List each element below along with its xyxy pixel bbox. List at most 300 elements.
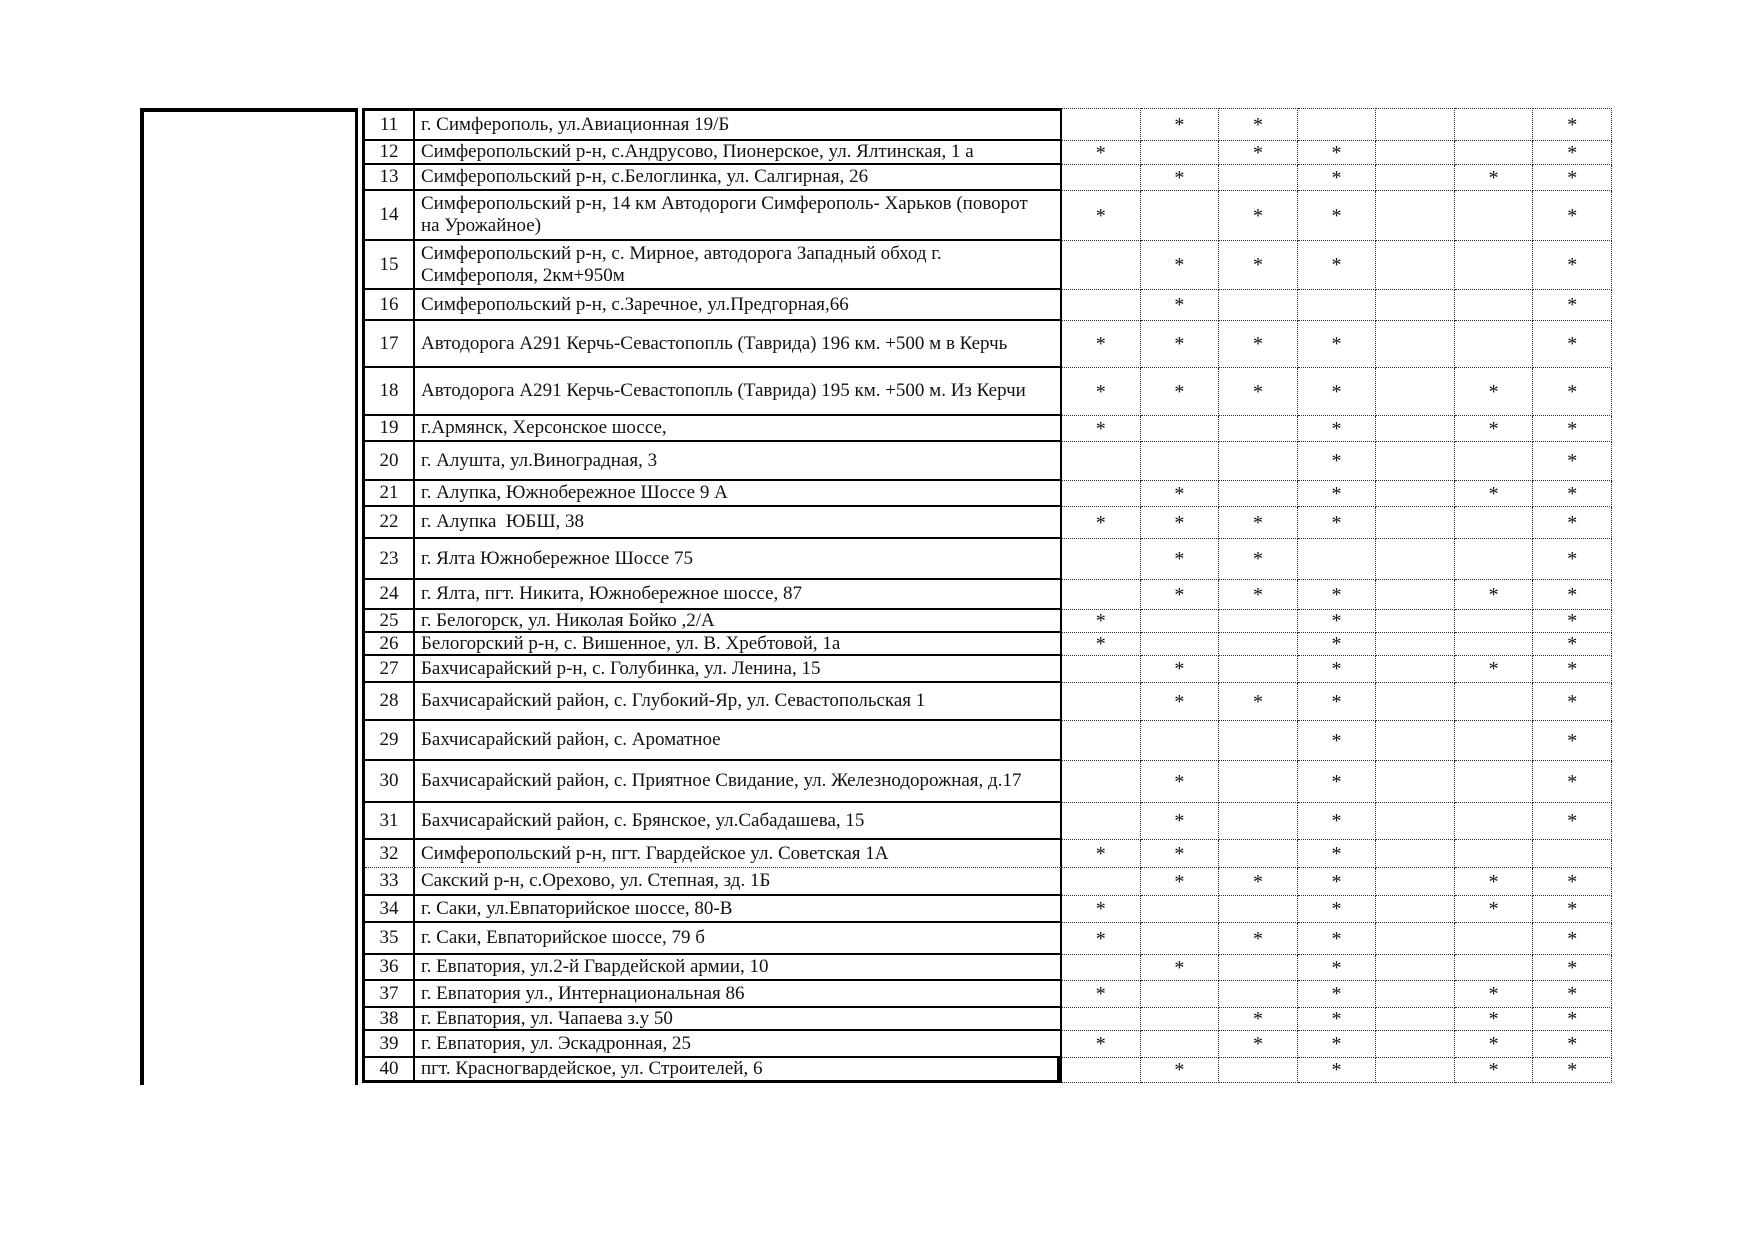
mark-cell: * <box>1298 761 1377 803</box>
address-cell: г. Ялта, пгт. Никита, Южнобережное шоссе, 87 <box>415 580 1062 610</box>
row-number-cell: 32 <box>365 840 415 868</box>
row-number-cell: 19 <box>365 416 415 442</box>
mark-cell: * <box>1298 165 1377 191</box>
mark-cell: * <box>1219 321 1298 368</box>
empty-mark-cell <box>1376 1008 1455 1031</box>
row-number-cell: 24 <box>365 580 415 610</box>
mark-cell: * <box>1298 580 1377 610</box>
empty-mark-cell <box>1376 580 1455 610</box>
mark-cell: * <box>1533 290 1612 321</box>
table-row <box>365 633 1612 656</box>
mark-cell: * <box>1533 481 1612 507</box>
mark-cell: * <box>1533 1008 1612 1031</box>
mark-cell: * <box>1455 416 1534 442</box>
empty-mark-cell <box>1376 955 1455 981</box>
mark-cell: * <box>1298 141 1377 165</box>
address-cell: Симферопольский р-н, с. Мирное, автодорога Западный обход г. Симферополя, 2км+950м <box>415 241 1062 290</box>
mark-cell: * <box>1455 656 1534 683</box>
address-cell: Симферопольский р-н, с.Заречное, ул.Предгорная,66 <box>415 290 1062 321</box>
mark-cell: * <box>1219 141 1298 165</box>
table-row <box>365 981 1612 1008</box>
table-row <box>365 416 1612 442</box>
mark-cell: * <box>1141 507 1220 539</box>
empty-mark-cell <box>1062 803 1141 840</box>
mark-cell: * <box>1298 868 1377 896</box>
empty-mark-cell <box>1455 633 1534 656</box>
empty-mark-cell <box>1141 1008 1220 1031</box>
address-cell: Бахчисарайский район, с. Брянское, ул.Сабадашева, 15 <box>415 803 1062 840</box>
address-cell: г. Евпатория, ул. Эскадронная, 25 <box>415 1031 1062 1058</box>
row-number-cell: 30 <box>365 761 415 803</box>
empty-mark-cell <box>1455 108 1534 141</box>
empty-mark-cell <box>1376 761 1455 803</box>
mark-cell: * <box>1062 981 1141 1008</box>
empty-mark-cell <box>1376 290 1455 321</box>
mark-cell: * <box>1533 896 1612 923</box>
mark-cell: * <box>1141 1058 1220 1083</box>
address-cell: г. Евпатория ул., Интернациональная 86 <box>415 981 1062 1008</box>
mark-cell: * <box>1533 442 1612 481</box>
row-number-cell: 14 <box>365 191 415 241</box>
empty-mark-cell <box>1455 442 1534 481</box>
empty-mark-cell <box>1141 191 1220 241</box>
address-cell: Бахчисарайский район, с. Глубокий-Яр, ул. Севастопольская 1 <box>415 683 1062 721</box>
mark-cell: * <box>1219 868 1298 896</box>
empty-mark-cell <box>1533 840 1612 868</box>
table-row <box>365 442 1612 481</box>
empty-mark-cell <box>1219 955 1298 981</box>
table-row <box>365 368 1612 416</box>
address-cell: г. Алупка ЮБШ, 38 <box>415 507 1062 539</box>
mark-cell: * <box>1141 321 1220 368</box>
empty-mark-cell <box>1141 896 1220 923</box>
row-number-cell: 40 <box>365 1058 415 1083</box>
mark-cell: * <box>1533 368 1612 416</box>
mark-cell: * <box>1533 955 1612 981</box>
address-cell: Симферопольский р-н, с.Белоглинка, ул. Салгирная, 26 <box>415 165 1062 191</box>
mark-cell: * <box>1141 165 1220 191</box>
empty-mark-cell <box>1062 868 1141 896</box>
empty-mark-cell <box>1219 721 1298 761</box>
empty-mark-cell <box>1376 981 1455 1008</box>
address-cell: Бахчисарайский район, с. Ароматное <box>415 721 1062 761</box>
mark-cell: * <box>1141 580 1220 610</box>
mark-cell: * <box>1455 868 1534 896</box>
mark-cell: * <box>1298 1058 1377 1083</box>
mark-cell: * <box>1219 368 1298 416</box>
empty-mark-cell <box>1062 108 1141 141</box>
empty-mark-cell <box>1298 290 1377 321</box>
empty-mark-cell <box>1062 656 1141 683</box>
mark-cell: * <box>1298 610 1377 633</box>
mark-cell: * <box>1533 683 1612 721</box>
empty-mark-cell <box>1298 108 1377 141</box>
mark-cell: * <box>1298 368 1377 416</box>
row-number-cell: 31 <box>365 803 415 840</box>
mark-cell: * <box>1298 191 1377 241</box>
empty-mark-cell <box>1455 840 1534 868</box>
address-cell: г. Саки, Евпаторийское шоссе, 79 б <box>415 923 1062 955</box>
mark-cell: * <box>1298 481 1377 507</box>
address-cell: Автодорога А291 Керчь-Севастопопль (Таврида) 195 км. +500 м. Из Керчи <box>415 368 1062 416</box>
empty-mark-cell <box>1062 1008 1141 1031</box>
row-number-cell: 20 <box>365 442 415 481</box>
mark-cell: * <box>1141 656 1220 683</box>
mark-cell: * <box>1062 923 1141 955</box>
empty-mark-cell <box>1141 1031 1220 1058</box>
row-number-cell: 22 <box>365 507 415 539</box>
address-cell: Бахчисарайский р-н, с. Голубинка, ул. Ленина, 15 <box>415 656 1062 683</box>
mark-cell: * <box>1219 1008 1298 1031</box>
address-cell: Автодорога А291 Керчь-Севастопопль (Таврида) 196 км. +500 м в Керчь <box>415 321 1062 368</box>
table-row <box>365 191 1612 241</box>
empty-mark-cell <box>1455 191 1534 241</box>
empty-mark-cell <box>1376 633 1455 656</box>
empty-mark-cell <box>1455 539 1534 580</box>
mark-cell: * <box>1298 321 1377 368</box>
table-row <box>365 610 1612 633</box>
row-number-cell: 18 <box>365 368 415 416</box>
address-cell: г. Симферополь, ул.Авиационная 19/Б <box>415 108 1062 141</box>
empty-mark-cell <box>1062 481 1141 507</box>
empty-mark-cell <box>1455 290 1534 321</box>
mark-cell: * <box>1455 580 1534 610</box>
row-number-cell: 27 <box>365 656 415 683</box>
address-cell: Симферопольский р-н, 14 км Автодороги Симферополь- Харьков (поворот на Урожайное) <box>415 191 1062 241</box>
empty-mark-cell <box>1219 981 1298 1008</box>
empty-mark-cell <box>1376 923 1455 955</box>
empty-mark-cell <box>1141 923 1220 955</box>
table-row <box>365 683 1612 721</box>
empty-mark-cell <box>1062 442 1141 481</box>
empty-mark-cell <box>1062 683 1141 721</box>
table-row <box>365 955 1612 981</box>
address-cell: Симферопольский р-н, с.Андрусово, Пионерское, ул. Ялтинская, 1 а <box>415 141 1062 165</box>
row-number-cell: 38 <box>365 1008 415 1031</box>
empty-mark-cell <box>1376 683 1455 721</box>
mark-cell: * <box>1298 656 1377 683</box>
row-number-cell: 25 <box>365 610 415 633</box>
mark-cell: * <box>1533 108 1612 141</box>
row-number-cell: 26 <box>365 633 415 656</box>
row-number-cell: 15 <box>365 241 415 290</box>
mark-cell: * <box>1141 539 1220 580</box>
empty-mark-cell <box>1219 633 1298 656</box>
table-row <box>365 896 1612 923</box>
empty-mark-cell <box>1376 321 1455 368</box>
empty-mark-cell <box>1376 416 1455 442</box>
mark-cell: * <box>1533 165 1612 191</box>
mark-cell: * <box>1298 683 1377 721</box>
mark-cell: * <box>1298 840 1377 868</box>
mark-cell: * <box>1455 981 1534 1008</box>
empty-mark-cell <box>1062 955 1141 981</box>
row-number-cell: 34 <box>365 896 415 923</box>
mark-cell: * <box>1533 1031 1612 1058</box>
mark-cell: * <box>1062 141 1141 165</box>
mark-cell: * <box>1533 191 1612 241</box>
row-number-cell: 35 <box>365 923 415 955</box>
mark-cell: * <box>1533 803 1612 840</box>
mark-cell: * <box>1455 368 1534 416</box>
table-row <box>365 108 1612 141</box>
empty-mark-cell <box>1219 840 1298 868</box>
empty-mark-cell <box>1062 539 1141 580</box>
address-cell: г.Армянск, Херсонское шоссе, <box>415 416 1062 442</box>
empty-mark-cell <box>1141 141 1220 165</box>
mark-cell: * <box>1219 1031 1298 1058</box>
table-row <box>365 761 1612 803</box>
address-cell: г. Белогорск, ул. Николая Бойко ,2/А <box>415 610 1062 633</box>
mark-cell: * <box>1298 721 1377 761</box>
address-cell: г. Евпатория, ул.2-й Гвардейской армии, 10 <box>415 955 1062 981</box>
empty-mark-cell <box>1455 923 1534 955</box>
mark-cell: * <box>1141 683 1220 721</box>
empty-mark-cell <box>1376 868 1455 896</box>
mark-cell: * <box>1298 633 1377 656</box>
row-number-cell: 36 <box>365 955 415 981</box>
mark-cell: * <box>1298 442 1377 481</box>
mark-cell: * <box>1455 1031 1534 1058</box>
address-cell: г. Алупка, Южнобережное Шоссе 9 А <box>415 481 1062 507</box>
address-cell: Сакский р-н, с.Орехово, ул. Степная, зд. 1Б <box>415 868 1062 896</box>
row-number-cell: 29 <box>365 721 415 761</box>
mark-cell: * <box>1533 1058 1612 1083</box>
mark-cell: * <box>1533 721 1612 761</box>
mark-cell: * <box>1533 141 1612 165</box>
empty-mark-cell <box>1141 721 1220 761</box>
address-cell: Симферопольский р-н, пгт. Гвардейское ул. Советская 1А <box>415 840 1062 868</box>
table-row <box>365 165 1612 191</box>
mark-cell: * <box>1533 507 1612 539</box>
mark-cell: * <box>1298 896 1377 923</box>
empty-mark-cell <box>1062 241 1141 290</box>
address-cell: Бахчисарайский район, с. Приятное Свидание, ул. Железнодорожная, д.17 <box>415 761 1062 803</box>
empty-mark-cell <box>1376 165 1455 191</box>
table-row <box>365 803 1612 840</box>
mark-cell: * <box>1533 761 1612 803</box>
mark-cell: * <box>1533 539 1612 580</box>
table-row <box>365 580 1612 610</box>
row-number-cell: 13 <box>365 165 415 191</box>
table-row <box>365 840 1612 868</box>
empty-mark-cell <box>1376 1031 1455 1058</box>
empty-mark-cell <box>1455 610 1534 633</box>
empty-mark-cell <box>1376 539 1455 580</box>
empty-mark-cell <box>1219 442 1298 481</box>
mark-cell: * <box>1062 191 1141 241</box>
mark-cell: * <box>1141 241 1220 290</box>
mark-cell: * <box>1141 108 1220 141</box>
row-number-cell: 37 <box>365 981 415 1008</box>
mark-cell: * <box>1298 507 1377 539</box>
address-cell: г. Евпатория, ул. Чапаева з.у 50 <box>415 1008 1062 1031</box>
mark-cell: * <box>1298 981 1377 1008</box>
mark-cell: * <box>1455 481 1534 507</box>
mark-cell: * <box>1533 610 1612 633</box>
mark-cell: * <box>1533 656 1612 683</box>
mark-cell: * <box>1219 507 1298 539</box>
empty-mark-cell <box>1455 803 1534 840</box>
empty-mark-cell <box>1455 761 1534 803</box>
empty-mark-cell <box>1062 165 1141 191</box>
empty-mark-cell <box>1455 141 1534 165</box>
empty-mark-cell <box>1219 481 1298 507</box>
table-row <box>365 141 1612 165</box>
empty-mark-cell <box>1455 321 1534 368</box>
empty-mark-cell <box>1376 610 1455 633</box>
table-row <box>365 868 1612 896</box>
mark-cell: * <box>1533 923 1612 955</box>
table-rows <box>362 108 1612 1083</box>
mark-cell: * <box>1533 321 1612 368</box>
mark-cell: * <box>1533 580 1612 610</box>
mark-cell: * <box>1141 368 1220 416</box>
mark-cell: * <box>1298 241 1377 290</box>
mark-cell: * <box>1062 1031 1141 1058</box>
mark-cell: * <box>1219 191 1298 241</box>
table-row <box>365 481 1612 507</box>
mark-cell: * <box>1533 868 1612 896</box>
mark-cell: * <box>1298 416 1377 442</box>
empty-mark-cell <box>1219 803 1298 840</box>
empty-mark-cell <box>1376 896 1455 923</box>
empty-mark-cell <box>1219 761 1298 803</box>
empty-mark-cell <box>1219 1058 1298 1083</box>
mark-cell: * <box>1141 955 1220 981</box>
table-row <box>365 656 1612 683</box>
row-number-cell: 33 <box>365 868 415 896</box>
mark-cell: * <box>1455 165 1534 191</box>
mark-cell: * <box>1141 761 1220 803</box>
mark-cell: * <box>1298 923 1377 955</box>
mark-cell: * <box>1141 290 1220 321</box>
empty-mark-cell <box>1376 108 1455 141</box>
table-row <box>365 321 1612 368</box>
row-number-cell: 16 <box>365 290 415 321</box>
table-row <box>365 241 1612 290</box>
row-number-cell: 23 <box>365 539 415 580</box>
table-row <box>365 507 1612 539</box>
mark-cell: * <box>1219 923 1298 955</box>
mark-cell: * <box>1298 955 1377 981</box>
address-cell: Белогорский р-н, с. Вишенное, ул. В. Хребтовой, 1а <box>415 633 1062 656</box>
mark-cell: * <box>1062 507 1141 539</box>
empty-mark-cell <box>1376 191 1455 241</box>
empty-mark-cell <box>1376 442 1455 481</box>
empty-mark-cell <box>1141 981 1220 1008</box>
mark-cell: * <box>1455 896 1534 923</box>
empty-mark-cell <box>1455 507 1534 539</box>
mark-cell: * <box>1298 1008 1377 1031</box>
empty-mark-cell <box>1376 368 1455 416</box>
mark-cell: * <box>1533 633 1612 656</box>
mark-cell: * <box>1533 981 1612 1008</box>
empty-mark-cell <box>1455 721 1534 761</box>
empty-mark-cell <box>1455 683 1534 721</box>
row-number-cell: 17 <box>365 321 415 368</box>
empty-mark-cell <box>1062 580 1141 610</box>
empty-mark-cell <box>1219 656 1298 683</box>
mark-cell: * <box>1062 610 1141 633</box>
row-number-cell: 21 <box>365 481 415 507</box>
empty-mark-cell <box>1376 1058 1455 1083</box>
address-cell: г. Ялта Южнобережное Шоссе 75 <box>415 539 1062 580</box>
mark-cell: * <box>1219 241 1298 290</box>
mark-cell: * <box>1298 1031 1377 1058</box>
mark-cell: * <box>1219 683 1298 721</box>
row-number-cell: 12 <box>365 141 415 165</box>
empty-mark-cell <box>1141 416 1220 442</box>
address-cell: пгт. Красногвардейское, ул. Строителей, 6 <box>415 1058 1062 1083</box>
mark-cell: * <box>1141 481 1220 507</box>
empty-mark-cell <box>1298 539 1377 580</box>
mark-cell: * <box>1141 868 1220 896</box>
empty-mark-cell <box>1376 656 1455 683</box>
table-row <box>365 923 1612 955</box>
mark-cell: * <box>1141 803 1220 840</box>
empty-mark-cell <box>1141 442 1220 481</box>
empty-mark-cell <box>1455 955 1534 981</box>
empty-mark-cell <box>1376 507 1455 539</box>
empty-mark-cell <box>1376 803 1455 840</box>
mark-cell: * <box>1062 896 1141 923</box>
empty-mark-cell <box>1062 1058 1141 1083</box>
mark-cell: * <box>1219 539 1298 580</box>
empty-mark-cell <box>1376 141 1455 165</box>
empty-mark-cell <box>1062 761 1141 803</box>
empty-mark-cell <box>1219 416 1298 442</box>
empty-mark-cell <box>1376 241 1455 290</box>
empty-mark-cell <box>1376 721 1455 761</box>
table-row <box>365 1008 1612 1031</box>
table-row <box>365 290 1612 321</box>
address-cell: г. Алушта, ул.Виноградная, 3 <box>415 442 1062 481</box>
row-number-cell: 11 <box>365 108 415 141</box>
table-row <box>365 1058 1612 1083</box>
mark-cell: * <box>1455 1008 1534 1031</box>
empty-mark-cell <box>1376 481 1455 507</box>
empty-mark-cell <box>1219 165 1298 191</box>
mark-cell: * <box>1062 840 1141 868</box>
table-row <box>365 1031 1612 1058</box>
mark-cell: * <box>1062 633 1141 656</box>
mark-cell: * <box>1533 416 1612 442</box>
address-cell: г. Саки, ул.Евпаторийское шоссе, 80-В <box>415 896 1062 923</box>
address-table <box>140 108 1612 1085</box>
mark-cell: * <box>1141 840 1220 868</box>
empty-mark-cell <box>1062 721 1141 761</box>
empty-mark-cell <box>1062 290 1141 321</box>
mark-cell: * <box>1062 368 1141 416</box>
row-number-cell: 39 <box>365 1031 415 1058</box>
empty-mark-cell <box>1219 896 1298 923</box>
mark-cell: * <box>1219 108 1298 141</box>
mark-cell: * <box>1062 416 1141 442</box>
empty-mark-cell <box>1141 633 1220 656</box>
mark-cell: * <box>1455 1058 1534 1083</box>
empty-mark-cell <box>1455 241 1534 290</box>
mark-cell: * <box>1298 803 1377 840</box>
empty-mark-cell <box>1376 840 1455 868</box>
mark-cell: * <box>1219 580 1298 610</box>
mark-cell: * <box>1533 241 1612 290</box>
empty-mark-cell <box>1219 610 1298 633</box>
empty-mark-cell <box>1219 290 1298 321</box>
table-row <box>365 539 1612 580</box>
table-row <box>365 721 1612 761</box>
mark-cell: * <box>1062 321 1141 368</box>
